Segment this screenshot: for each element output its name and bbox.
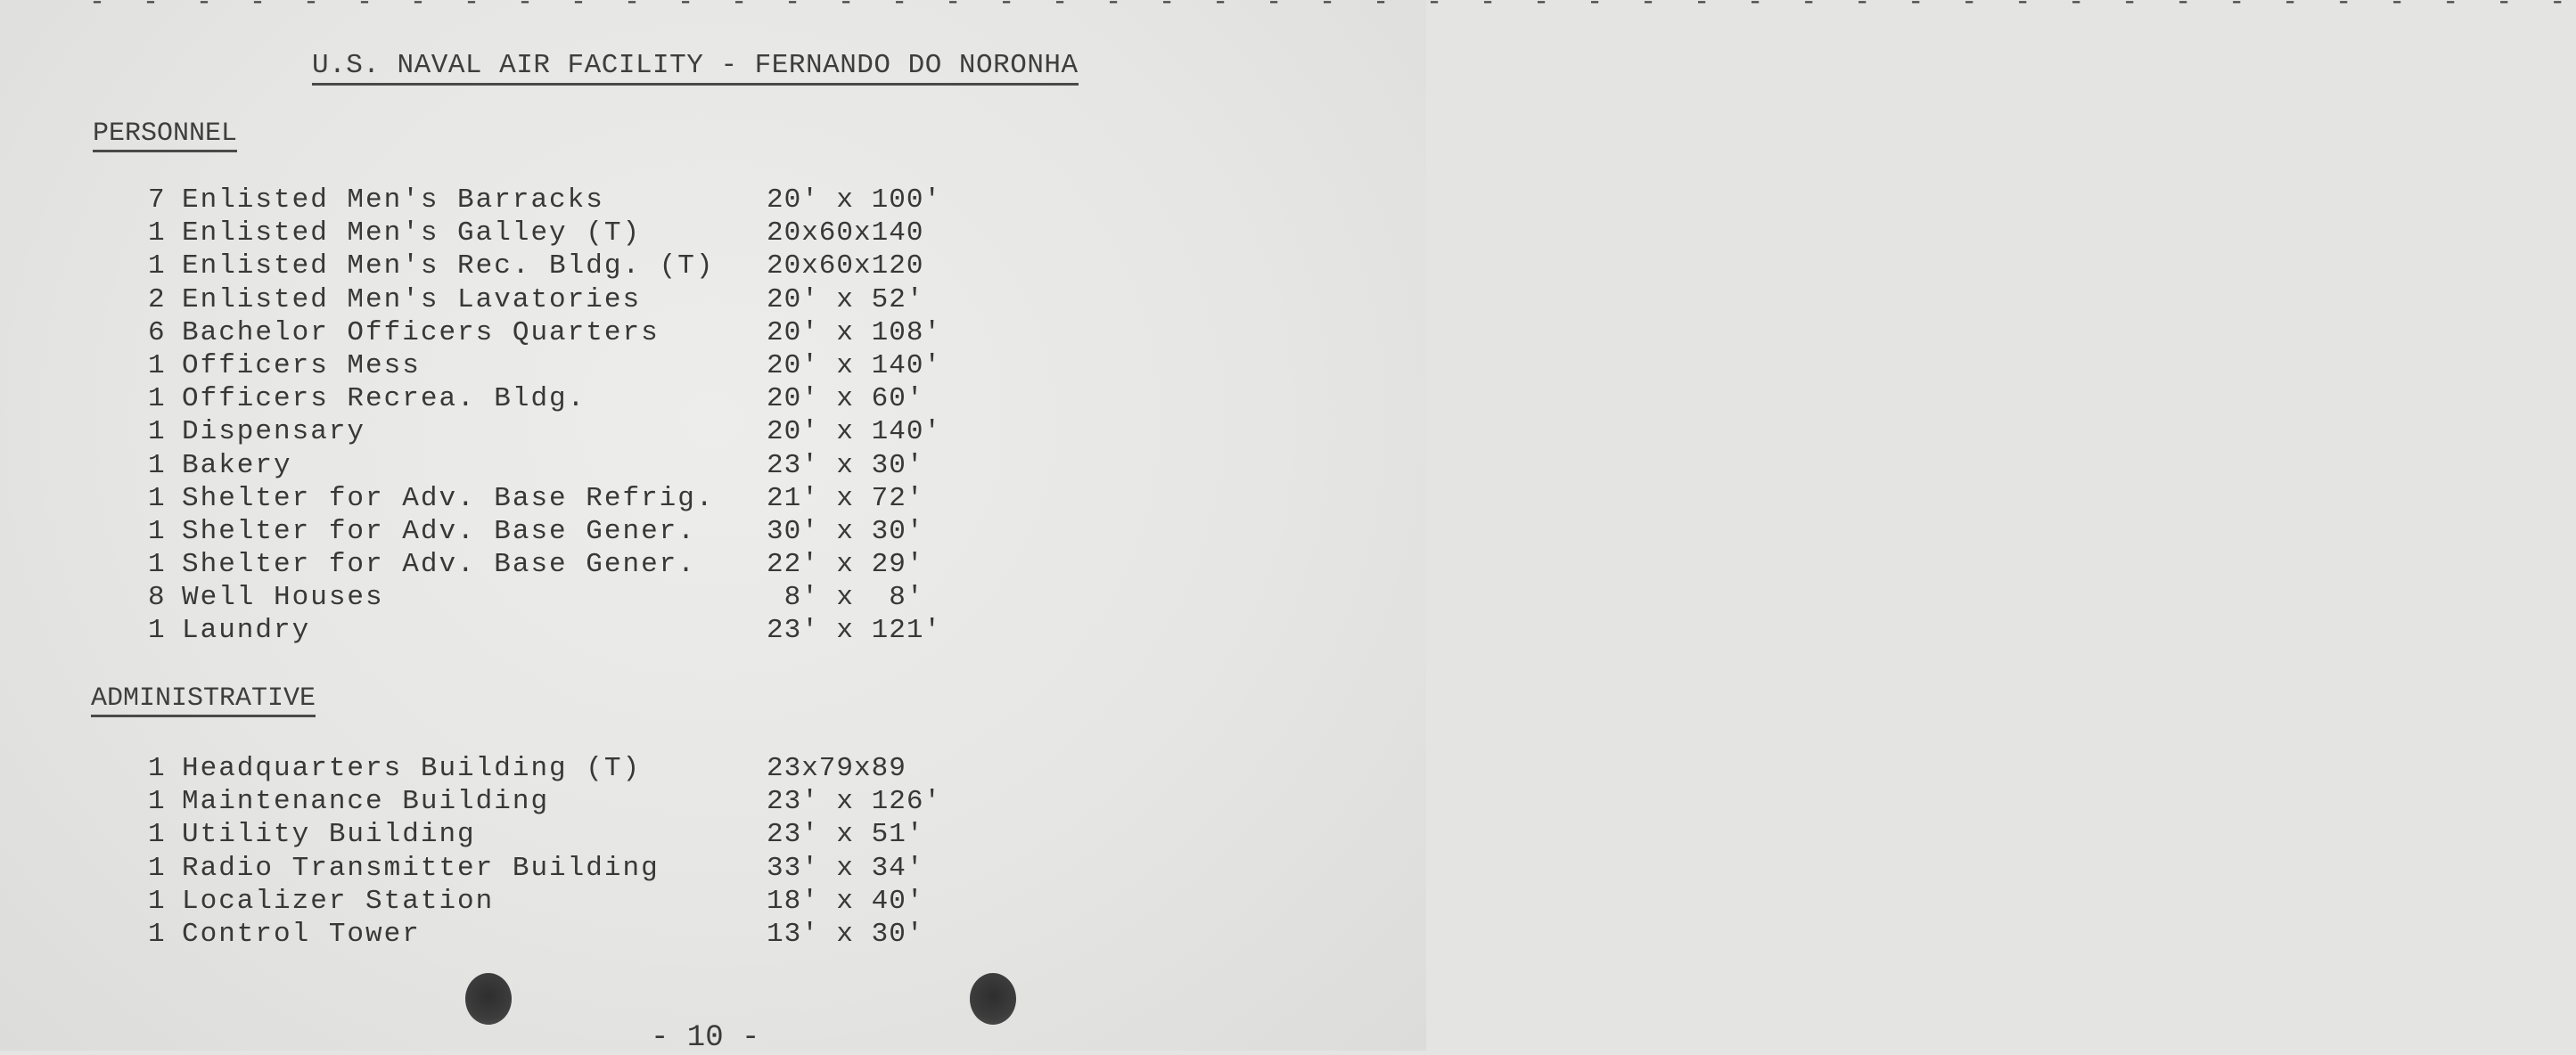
row-quantity: 1 — [148, 449, 167, 481]
row-dimensions: 20x60x140 — [767, 217, 924, 249]
row-quantity: 1 — [148, 753, 167, 784]
row-quantity: 1 — [148, 515, 167, 547]
row-quantity: 8 — [148, 582, 167, 614]
list-row — [148, 217, 1039, 249]
list-row — [148, 349, 1039, 382]
row-item: Officers Recrea. Bldg. — [182, 383, 587, 415]
row-dimensions: 20' x 140' — [767, 416, 942, 448]
row-quantity: 1 — [148, 217, 167, 249]
row-quantity: 2 — [148, 283, 167, 315]
row-quantity: 1 — [148, 819, 167, 851]
row-item: Bakery — [182, 449, 292, 481]
administrative-list — [148, 752, 1039, 951]
punch-hole-left — [465, 973, 512, 1025]
row-item: Enlisted Men's Barracks — [182, 184, 604, 216]
row-item: Utility Building — [182, 819, 476, 851]
row-quantity: 1 — [148, 885, 167, 917]
list-row — [148, 316, 1039, 349]
row-dimensions: 20' x 52' — [767, 283, 924, 315]
list-row — [148, 581, 1039, 614]
row-item: Enlisted Men's Rec. Bldg. (T) — [182, 250, 715, 282]
row-dimensions: 22' x 29' — [767, 549, 924, 581]
row-dimensions: 23' x 126' — [767, 786, 942, 818]
list-row — [148, 852, 1039, 885]
row-quantity: 7 — [148, 184, 167, 216]
row-dimensions: 23' x 30' — [767, 449, 924, 481]
row-quantity: 1 — [148, 549, 167, 581]
list-row — [148, 918, 1039, 951]
list-row — [148, 785, 1039, 818]
row-dimensions: 20' x 140' — [767, 349, 942, 381]
row-quantity: 1 — [148, 918, 167, 950]
list-row — [148, 415, 1039, 448]
row-item: Enlisted Men's Galley (T) — [182, 217, 642, 249]
row-item: Headquarters Building (T) — [182, 753, 642, 784]
row-dimensions: 21' x 72' — [767, 482, 924, 514]
row-dimensions: 23' x 51' — [767, 819, 924, 851]
list-row — [148, 818, 1039, 851]
row-quantity: 1 — [148, 250, 167, 282]
row-item: Shelter for Adv. Base Refrig. — [182, 482, 715, 514]
row-item: Laundry — [182, 615, 311, 647]
section-heading-administrative: ADMINISTRATIVE — [91, 683, 316, 717]
row-item: Control Tower — [182, 918, 421, 950]
row-quantity: 1 — [148, 852, 167, 884]
row-item: Well Houses — [182, 582, 384, 614]
list-row — [148, 548, 1039, 581]
list-row — [148, 515, 1039, 548]
row-item: Enlisted Men's Lavatories — [182, 283, 642, 315]
row-dimensions: 20' x 108' — [767, 316, 942, 348]
row-quantity: 1 — [148, 786, 167, 818]
list-row — [148, 283, 1039, 316]
row-quantity: 1 — [148, 416, 167, 448]
row-dimensions: 18' x 40' — [767, 885, 924, 917]
list-row — [148, 752, 1039, 785]
row-dimensions: 20x60x120 — [767, 250, 924, 282]
list-row — [148, 482, 1039, 515]
row-dimensions: 20' x 100' — [767, 184, 942, 216]
row-item: Dispensary — [182, 416, 366, 448]
row-quantity: 1 — [148, 349, 167, 381]
row-quantity: 1 — [148, 482, 167, 514]
row-quantity: 1 — [148, 383, 167, 415]
list-row — [148, 249, 1039, 282]
row-dimensions: 23' x 121' — [767, 615, 942, 647]
row-item: Localizer Station — [182, 885, 495, 917]
section-heading-personnel: PERSONNEL — [93, 118, 237, 152]
top-dashed-rule: - - - - - - - - - - - - - - - - - - - - - - - - - - - - - - - - - - - - - - - - - - - - - - - — [89, 0, 2576, 18]
list-row — [148, 614, 1039, 647]
document-title: U.S. NAVAL AIR FACILITY - FERNANDO DO NORONHA — [312, 50, 1079, 86]
row-item: Bachelor Officers Quarters — [182, 316, 660, 348]
list-row — [148, 382, 1039, 415]
row-item: Shelter for Adv. Base Gener. — [182, 515, 696, 547]
row-item: Maintenance Building — [182, 786, 550, 818]
punch-hole-right — [970, 973, 1016, 1025]
personnel-list — [148, 184, 1039, 648]
row-dimensions: 13' x 30' — [767, 918, 924, 950]
page-number: - 10 - — [651, 1021, 760, 1055]
row-item: Officers Mess — [182, 349, 421, 381]
list-row — [148, 449, 1039, 482]
row-dimensions: 8' x 8' — [767, 582, 924, 614]
list-row — [148, 184, 1039, 217]
list-row — [148, 885, 1039, 918]
row-dimensions: 20' x 60' — [767, 383, 924, 415]
row-dimensions: 33' x 34' — [767, 852, 924, 884]
row-dimensions: 30' x 30' — [767, 515, 924, 547]
row-item: Shelter for Adv. Base Gener. — [182, 549, 696, 581]
row-dimensions: 23x79x89 — [767, 753, 907, 784]
row-quantity: 6 — [148, 316, 167, 348]
row-item: Radio Transmitter Building — [182, 852, 660, 884]
row-quantity: 1 — [148, 615, 167, 647]
